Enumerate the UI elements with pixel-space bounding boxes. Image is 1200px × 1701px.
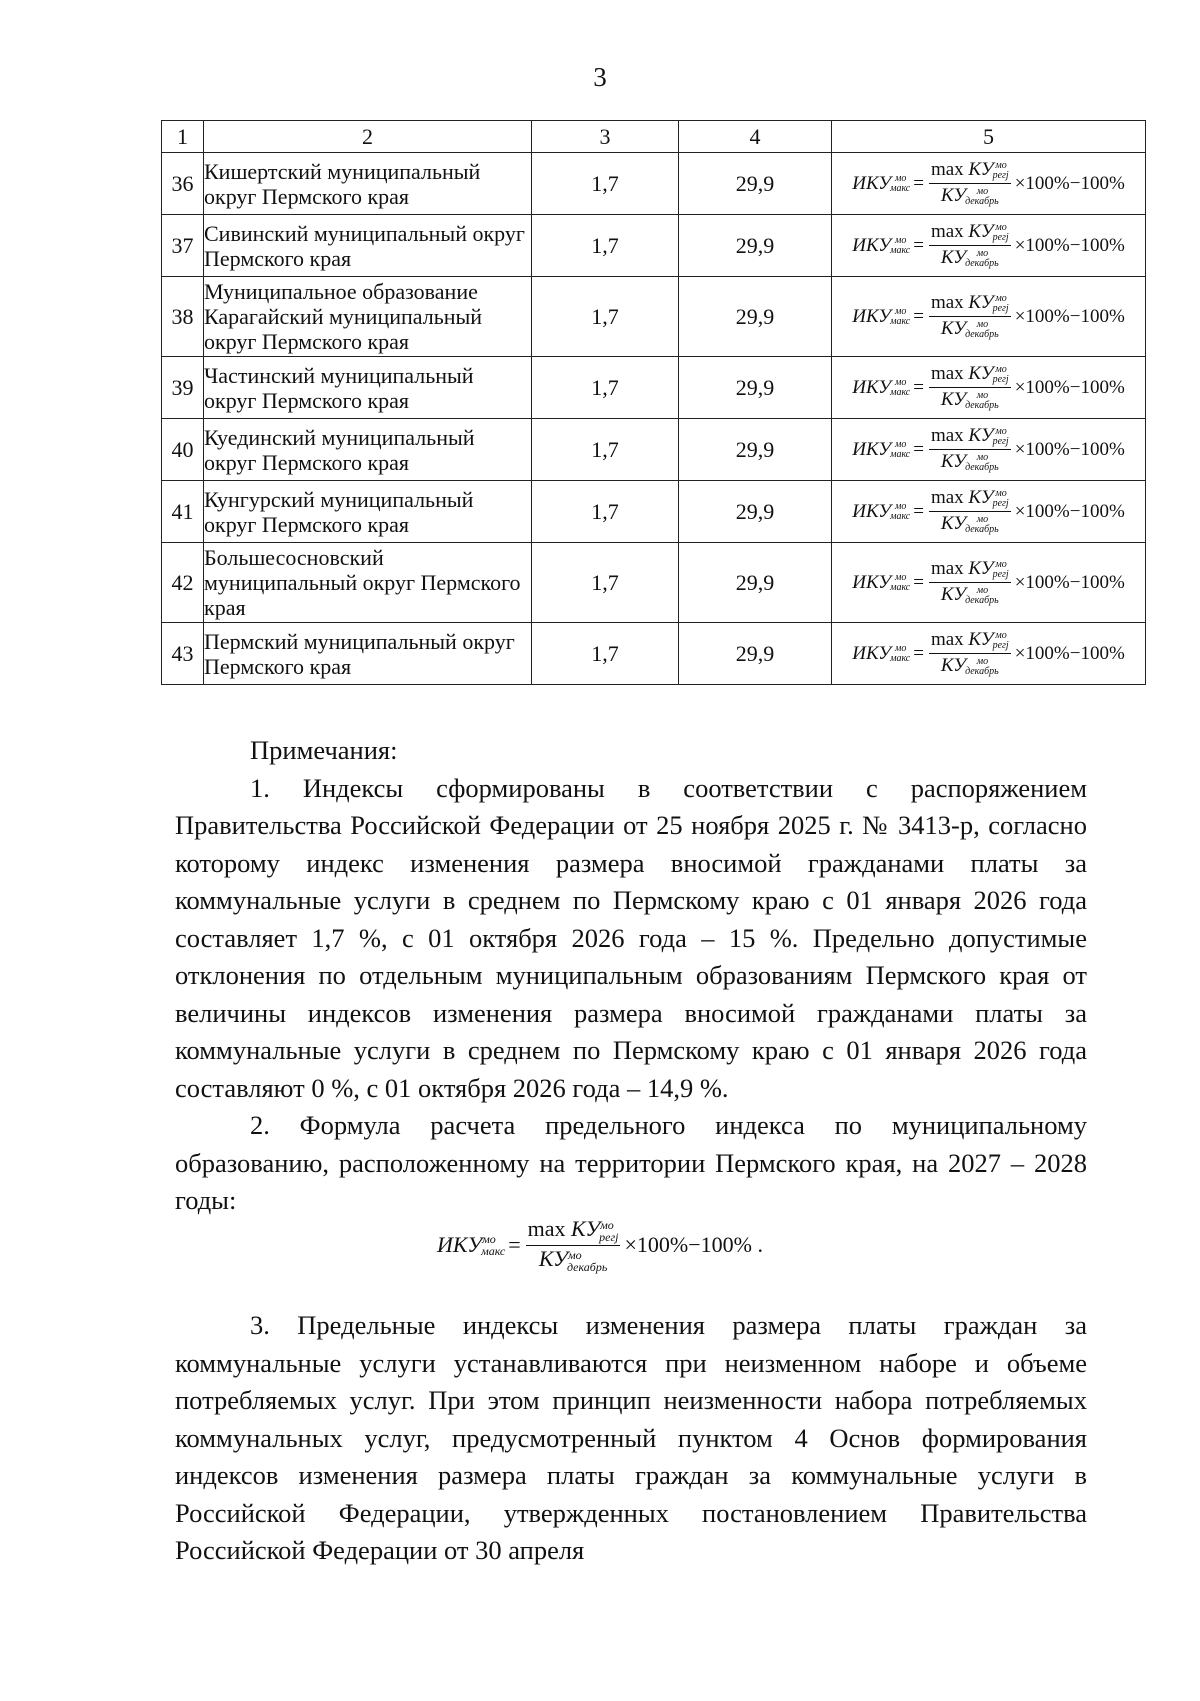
formula-tail: ×100%−100%	[1014, 439, 1125, 460]
formula-num-sub: регj	[992, 498, 1009, 509]
formula-lhs: ИКУ	[852, 572, 892, 593]
formula-numerator	[929, 293, 1011, 317]
formula-max: max	[930, 221, 964, 243]
formula-denominator	[941, 654, 999, 677]
formula-denominator	[539, 1246, 607, 1273]
row-formula	[852, 222, 1125, 268]
formula-lhs-sup: мо	[894, 438, 907, 450]
formula-num-sup: мо	[995, 559, 1007, 570]
formula-tail: ×100%−100%	[1014, 377, 1125, 398]
formula-lhs-sub: макс	[890, 182, 911, 194]
formula-den-ku: КУ	[940, 655, 967, 676]
formula-lhs-sub: макс	[890, 244, 911, 256]
index-value-col3: 1,7	[532, 419, 679, 481]
formula-denominator	[941, 583, 999, 606]
formula-eq: =	[913, 572, 924, 593]
formula-lhs-sup: мо	[894, 571, 907, 583]
row-formula	[852, 293, 1125, 339]
formula-den-ku: КУ	[940, 247, 967, 268]
formula-lhs-sub: макс	[890, 315, 911, 327]
index-value-col4: 29,9	[679, 357, 832, 419]
formula-num-sub: регj	[992, 374, 1009, 385]
formula-lhs-sub: макс	[481, 1244, 506, 1259]
formula-den-sup: мо	[976, 247, 989, 259]
index-value-col3: 1,7	[532, 481, 679, 543]
row-formula	[852, 559, 1125, 605]
note-2: 2. Формула расчета предельного индекса по муниципальному образованию, расположенному на территории Пермского края, на 2027 – 2028 годы:	[175, 1110, 1087, 1215]
formula-den-sup: мо	[976, 655, 989, 667]
formula-eq: =	[913, 377, 924, 398]
formula-denominator	[941, 450, 999, 473]
formula-denominator	[941, 317, 999, 340]
formula-lhs-sup: мо	[482, 1232, 496, 1247]
row-formula	[852, 630, 1125, 676]
formula-den-ku: КУ	[940, 584, 967, 605]
formula-den-ku: КУ	[940, 513, 967, 534]
header-col-1: 1	[162, 121, 204, 153]
index-value-col3: 1,7	[532, 153, 679, 215]
table-row	[162, 481, 1146, 543]
formula-num-sub: регj	[599, 1229, 619, 1244]
formula-tail: ×100%−100%	[1014, 235, 1125, 256]
formula-numerator	[929, 630, 1011, 654]
notes-heading: Примечания:	[250, 735, 398, 765]
formula-den-sub: декабрь	[965, 594, 999, 606]
formula-lhs-sub: макс	[890, 386, 911, 398]
formula-max: max	[930, 159, 964, 181]
formula-numerator	[929, 488, 1011, 512]
formula-num-ku: КУ	[968, 558, 994, 580]
formula-tail: ×100%−100%	[1014, 643, 1125, 664]
formula-lhs-sub: макс	[890, 510, 911, 522]
index-value-col4: 29,9	[679, 419, 832, 481]
municipality-name: Сивинский муниципальный округ Пермского края	[204, 215, 532, 277]
formula-den-sup: мо	[567, 1247, 582, 1262]
formula-fraction	[929, 293, 1011, 339]
municipality-name: Пермский муниципальный округ Пермского края	[204, 623, 532, 685]
formula-eq: =	[913, 501, 924, 522]
formula-num-sup: мо	[995, 426, 1007, 437]
index-value-col3: 1,7	[532, 357, 679, 419]
formula-numerator	[929, 559, 1011, 583]
table-header-row	[162, 121, 1146, 153]
formula-cell	[832, 215, 1146, 277]
formula-tail: ×100%−100%	[1014, 306, 1125, 327]
formula-num-sub: регj	[992, 232, 1009, 243]
row-number: 38	[162, 277, 204, 357]
formula-numerator	[929, 364, 1011, 388]
formula-fraction	[929, 559, 1011, 605]
notes-section	[175, 732, 1087, 1220]
formula-num-ku: КУ	[968, 159, 994, 181]
formula-eq: =	[913, 235, 924, 256]
formula-lhs-sup: мо	[894, 376, 907, 388]
row-number: 43	[162, 623, 204, 685]
table-row	[162, 623, 1146, 685]
table-row	[162, 357, 1146, 419]
formula-num-sup: мо	[995, 630, 1007, 641]
formula-num-ku: КУ	[571, 1216, 601, 1241]
formula-eq: =	[913, 306, 924, 327]
formula-num-ku: КУ	[968, 425, 994, 447]
header-col-4: 4	[679, 121, 832, 153]
index-value-col4: 29,9	[679, 481, 832, 543]
formula-max: max	[930, 425, 964, 447]
row-formula	[852, 426, 1125, 472]
index-value-col4: 29,9	[679, 623, 832, 685]
formula-num-sup: мо	[995, 364, 1007, 375]
formula-numerator	[929, 222, 1011, 246]
formula-cell	[832, 543, 1146, 623]
formula-den-sup: мо	[976, 513, 989, 525]
formula-lhs-sub: макс	[890, 581, 911, 593]
formula-cell	[832, 277, 1146, 357]
formula-max: max	[930, 487, 964, 509]
index-value-col3: 1,7	[532, 543, 679, 623]
index-value-col4: 29,9	[679, 153, 832, 215]
formula-max: max	[930, 292, 964, 314]
municipality-name: Кишертский муниципальный округ Пермского края	[204, 153, 532, 215]
formula-fraction	[526, 1218, 621, 1273]
formula-cell	[832, 357, 1146, 419]
formula-num-sub: регj	[992, 569, 1009, 580]
index-value-col3: 1,7	[532, 277, 679, 357]
formula-numerator	[526, 1218, 621, 1246]
formula-num-sup: мо	[995, 293, 1007, 304]
formula-eq: =	[913, 643, 924, 664]
formula	[437, 1218, 763, 1273]
formula-den-sub: декабрь	[965, 665, 999, 677]
table-row	[162, 215, 1146, 277]
note-3: 3. Предельные индексы изменения размера платы граждан за коммунальные услуги устанавливаются при неизменном наборе и объеме потребляемых услуг. При этом принцип неизменности набора потребляемых коммунальных услуг, предусмотренный пунктом 4 Основ формирования индексов изменения размера платы граждан за коммунальные услуги в Российской Федерации, утвержденных постановлением Правительства Российской Федерации от 30 апреля	[175, 1310, 1087, 1565]
formula-lhs-sup: мо	[894, 172, 907, 184]
table-row	[162, 543, 1146, 623]
formula-den-ku: КУ	[940, 389, 967, 410]
municipality-name: Куединский муниципальный округ Пермского края	[204, 419, 532, 481]
formula-num-ku: КУ	[968, 292, 994, 314]
formula-eq: =	[508, 1232, 521, 1258]
header-col-2: 2	[204, 121, 532, 153]
municipality-name: Большесосновский муниципальный округ Пермского края	[204, 543, 532, 623]
formula-den-sub: декабрь	[965, 399, 999, 411]
formula-den-sub: декабрь	[965, 523, 999, 535]
formula-num-sup: мо	[600, 1217, 614, 1232]
formula-cell	[832, 623, 1146, 685]
table-row	[162, 277, 1146, 357]
formula-num-sub: регj	[992, 436, 1009, 447]
formula-den-ku: КУ	[940, 185, 967, 206]
formula-fraction	[929, 160, 1011, 206]
formula-denominator	[941, 246, 999, 269]
index-value-col4: 29,9	[679, 543, 832, 623]
row-number: 36	[162, 153, 204, 215]
row-number: 41	[162, 481, 204, 543]
row-number: 37	[162, 215, 204, 277]
indices-table	[161, 120, 1146, 685]
formula-tail: ×100%−100%	[1014, 572, 1125, 593]
formula-max: max	[930, 558, 964, 580]
formula-lhs-sub: макс	[890, 652, 911, 664]
formula-num-sub: регj	[992, 170, 1009, 181]
formula-lhs: ИКУ	[852, 173, 892, 194]
formula-num-ku: КУ	[968, 363, 994, 385]
formula-lhs-sup: мо	[894, 305, 907, 317]
header-col-3: 3	[532, 121, 679, 153]
municipality-name: Муниципальное образование Карагайский муниципальный округ Пермского края	[204, 277, 532, 357]
index-value-col3: 1,7	[532, 215, 679, 277]
formula-lhs: ИКУ	[852, 306, 892, 327]
formula-denominator	[941, 512, 999, 535]
formula-lhs-sub: макс	[890, 448, 911, 460]
formula-num-sup: мо	[995, 222, 1007, 233]
row-number: 40	[162, 419, 204, 481]
formula-den-sup: мо	[976, 451, 989, 463]
formula-den-sub: декабрь	[965, 461, 999, 473]
index-value-col4: 29,9	[679, 277, 832, 357]
header-col-5: 5	[832, 121, 1146, 153]
formula-fraction	[929, 630, 1011, 676]
formula-num-ku: КУ	[968, 221, 994, 243]
formula-eq: =	[913, 173, 924, 194]
formula-block	[0, 1218, 1200, 1273]
formula-lhs-sup: мо	[894, 500, 907, 512]
formula-lhs: ИКУ	[852, 643, 892, 664]
formula-tail: ×100%−100%	[1014, 173, 1125, 194]
index-value-col4: 29,9	[679, 215, 832, 277]
formula-eq: =	[913, 439, 924, 460]
formula-num-ku: КУ	[968, 629, 994, 651]
formula-denominator	[941, 184, 999, 207]
formula-lhs: ИКУ	[852, 501, 892, 522]
formula-tail: ×100%−100% .	[624, 1232, 763, 1258]
formula-max: max	[930, 363, 964, 385]
formula-numerator	[929, 160, 1011, 184]
formula-lhs: ИКУ	[437, 1232, 483, 1258]
formula-cell	[832, 153, 1146, 215]
formula-den-sub: декабрь	[566, 1259, 608, 1274]
formula-fraction	[929, 364, 1011, 410]
formula-lhs: ИКУ	[852, 439, 892, 460]
formula-den-sup: мо	[976, 389, 989, 401]
formula-max: max	[930, 629, 964, 651]
formula-lhs: ИКУ	[852, 235, 892, 256]
formula-tail: ×100%−100%	[1014, 501, 1125, 522]
municipality-name: Частинский муниципальный округ Пермского края	[204, 357, 532, 419]
formula-num-ku: КУ	[968, 487, 994, 509]
formula-num-sup: мо	[995, 160, 1007, 171]
table-row	[162, 153, 1146, 215]
formula-den-ku: КУ	[940, 451, 967, 472]
formula-den-sub: декабрь	[965, 195, 999, 207]
row-number: 42	[162, 543, 204, 623]
formula-den-ku: КУ	[940, 318, 967, 339]
formula-den-ku: КУ	[538, 1245, 568, 1271]
formula-fraction	[929, 222, 1011, 268]
formula-numerator	[929, 426, 1011, 450]
formula-fraction	[929, 426, 1011, 472]
table-row	[162, 419, 1146, 481]
formula-num-sup: мо	[995, 488, 1007, 499]
row-formula	[852, 160, 1125, 206]
formula-den-sub: декабрь	[965, 257, 999, 269]
formula-lhs-sup: мо	[894, 234, 907, 246]
index-value-col3: 1,7	[532, 623, 679, 685]
formula-den-sub: декабрь	[965, 328, 999, 340]
row-formula	[852, 488, 1125, 534]
formula-denominator	[941, 388, 999, 411]
formula-max: max	[527, 1216, 566, 1241]
formula-lhs-sup: мо	[894, 642, 907, 654]
page-number: 3	[593, 62, 607, 92]
formula-den-sup: мо	[976, 584, 989, 596]
formula-fraction	[929, 488, 1011, 534]
row-number: 39	[162, 357, 204, 419]
municipality-name: Кунгурский муниципальный округ Пермского края	[204, 481, 532, 543]
formula-den-sup: мо	[976, 318, 989, 330]
formula-num-sub: регj	[992, 640, 1009, 651]
formula-lhs: ИКУ	[852, 377, 892, 398]
formula-num-sub: регj	[992, 303, 1009, 314]
row-formula	[852, 364, 1125, 410]
notes-section-continued	[175, 1307, 1087, 1570]
note-1: 1. Индексы сформированы в соответствии с распоряжением Правительства Российской Федерации от 25 ноября 2025 г. № 3413-р, согласно которому индекс изменения размера вносимой гражданами платы за коммунальные услуги в среднем по Пермскому краю с 01 января 2026 года составляет 1,7 %, с 01 октября 2026 года – 15 %. Предельно допустимые отклонения по отдельным муниципальным образованиям Пермского края от величины индексов изменения размера вносимой гражданами платы за коммунальные услуги в среднем по Пермскому краю с 01 января 2026 года составляют 0 %, с 01 октября 2026 года – 14,9 %.	[175, 772, 1087, 1103]
formula-cell	[832, 481, 1146, 543]
formula-cell	[832, 419, 1146, 481]
formula-den-sup: мо	[976, 185, 989, 197]
